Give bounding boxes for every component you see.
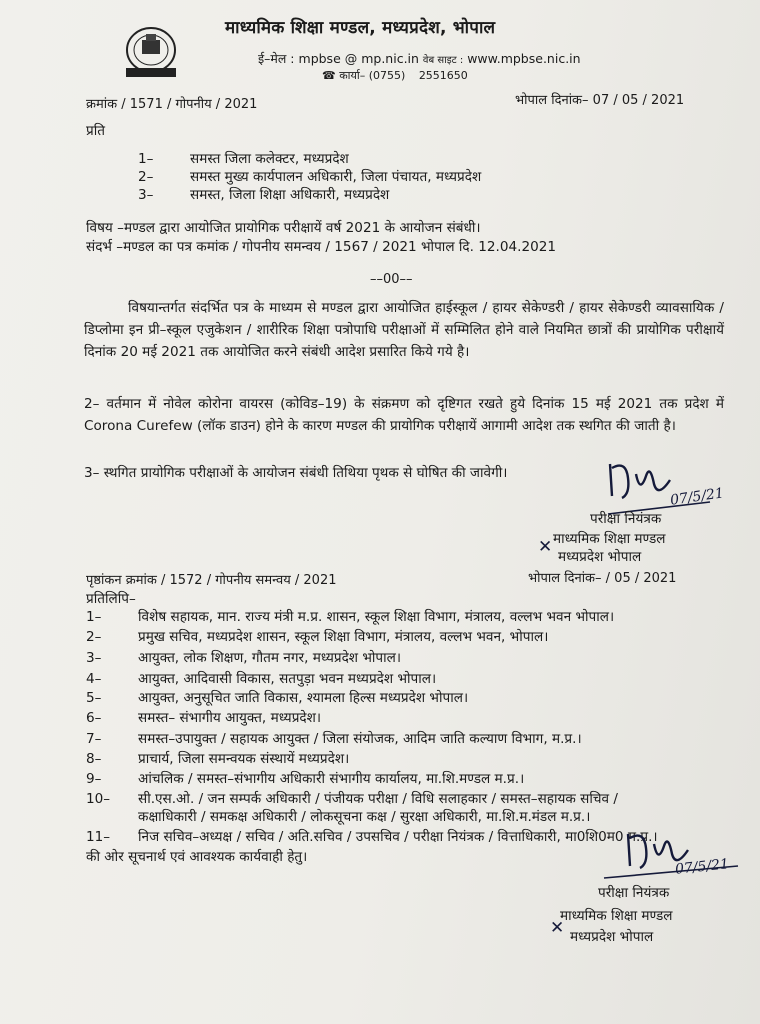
- organization-name: माध्यमिक शिक्षा मण्डल, मध्यप्रदेश, भोपाल: [225, 18, 496, 38]
- phone-number: 2551650: [418, 69, 468, 82]
- cross-mark-icon: ✕: [538, 537, 553, 557]
- list-item-text: आयुक्त, अनुसूचित जाति विकास, श्यामला हिल्स मध्यप्रदेश भोपाल।: [138, 690, 469, 706]
- list-item-text: प्रमुख सचिव, मध्यप्रदेश शासन, स्कूल शिक्षा विभाग, मंत्रालय, वल्लभ भवन, भोपाल।: [138, 629, 549, 645]
- endorsement-reference: पृष्ठांकन क्रमांक / 1572 / गोपनीय समन्वय / 2021: [86, 573, 337, 588]
- list-item: [86, 668, 436, 687]
- list-item: [86, 806, 590, 825]
- phone-label: कार्या– (0755): [339, 69, 406, 82]
- list-item-number: 3–: [86, 650, 102, 666]
- list-item: [86, 768, 524, 787]
- email-label: ई–मेल :: [258, 51, 295, 66]
- board-seal-icon: [118, 24, 184, 80]
- email: mpbse @ mp.nic.in: [298, 51, 419, 66]
- signatory-org: माध्यमिक शिक्षा मण्डल: [553, 531, 666, 547]
- list-item-number: 1–: [86, 609, 102, 625]
- list-item-number: 10–: [86, 791, 111, 807]
- recipient-item: 1– समस्त जिला कलेक्टर, मध्यप्रदेश: [138, 151, 349, 167]
- list-item-number: 8–: [86, 751, 102, 767]
- reference-number: क्रमांक / 1571 / गोपनीय / 2021: [86, 97, 258, 112]
- list-item-text: की ओर सूचनार्थ एवं आवश्यक कार्यवाही हेतु।: [86, 849, 308, 865]
- list-item: [86, 647, 401, 666]
- paragraph-3: 3– स्थगित प्रायोगिक परीक्षाओं के आयोजन संबंधी तिथिया पृथक से घोषित की जावेगी।: [84, 465, 508, 481]
- recipient-item: 3– समस्त, जिला शिक्षा अधिकारी, मध्यप्रदेश: [138, 187, 390, 203]
- list-item-text: आयुक्त, आदिवासी विकास, सतपुड़ा भवन मध्यप्रदेश भोपाल।: [138, 671, 437, 687]
- website-label: वेब साइट :: [422, 55, 464, 66]
- copy-label: प्रतिलिपि–: [86, 591, 136, 607]
- list-item: [86, 788, 618, 807]
- list-item-text: निज सचिव–अध्यक्ष / सचिव / अति.सचिव / उपसचिव / परीक्षा नियंत्रक / वित्ताधिकारी, मा0शि0म0 म.प्र.।: [138, 829, 658, 845]
- signatory-place: मध्यप्रदेश भोपाल: [570, 929, 654, 945]
- list-item-text: समस्त– संभागीय आयुक्त, मध्यप्रदेश।: [138, 710, 322, 726]
- list-item-text: आंचलिक / समस्त–संभागीय अधिकारी संभागीय कार्यालय, मा.शि.मण्डल म.प्र.।: [138, 771, 525, 787]
- phone-icon: ☎: [322, 69, 336, 82]
- list-item: [86, 826, 658, 845]
- list-item: [86, 606, 614, 625]
- signatory-org: माध्यमिक शिक्षा मण्डल: [560, 908, 673, 924]
- signatory-title: परीक्षा नियंत्रक: [598, 885, 670, 901]
- list-item-text: समस्त–उपायुक्त / सहायक आयुक्त / जिला संयोजक, आदिम जाति कल्याण विभाग, म.प्र.।: [138, 731, 582, 747]
- phone-line: [322, 68, 468, 83]
- list-item: [86, 728, 582, 747]
- to-label: प्रति: [86, 123, 106, 139]
- reference-line: संदर्भ –मण्डल का पत्र कमांक / गोपनीय समन्वय / 1567 / 2021 भोपाल दि. 12.04.2021: [86, 239, 557, 255]
- list-item-number: 7–: [86, 731, 102, 747]
- recipient-item: 2– समस्त मुख्य कार्यपालन अधिकारी, जिला पंचायत, मध्यप्रदेश: [138, 169, 482, 185]
- contact-line: [258, 50, 581, 67]
- letter-date: भोपाल दिनांक– 07 / 05 / 2021: [515, 93, 685, 108]
- paragraph-2: 2– वर्तमान में नोवेल कोरोना वायरस (कोविड–19) के संक्रमण को दृष्टिगत रखते हुये दिनांक 15 मई 2021 तक प्रदेश में Corona Curefew (लॉक डाउन) होने के कारण मण्डल की प्रायोगिक परीक्षायें आगामी आदेश तक स्थगित की जाती है।: [84, 396, 724, 434]
- list-item: [86, 846, 307, 865]
- list-item-number: 9–: [86, 771, 102, 787]
- list-item-number: 2–: [86, 629, 102, 645]
- endorsement-date: भोपाल दिनांक– / 05 / 2021: [528, 571, 677, 586]
- cross-mark-icon: ✕: [550, 918, 565, 938]
- signature-date: 07/5/21: [669, 485, 725, 509]
- list-item-text: कक्षाधिकारी / समकक्ष अधिकारी / लोकसूचना कक्ष / सुरक्षा अधिकारी, मा.शि.म.मंडल म.प्र.।: [138, 809, 591, 825]
- list-item: [86, 687, 468, 706]
- list-item: [86, 707, 321, 726]
- paragraph-1: विषयान्तर्गत संदर्भित पत्र के माध्यम से मण्डल द्वारा आयोजित हाईस्कूल / हायर सेकेण्डरी / हायर सेकेण्डरी व्यावसायिक / डिप्लोमा इन प्री–स्कूल एजुकेशन / शारीरिक शिक्षा पत्रोपाधि परीक्षाओं में सम्मिलित होने वाले नियमित छात्रों की प्रायोगिक परीक्षायें दिनांक 20 मई 2021 तक आयोजित करने संबंधी आदेश प्रसारित किये गये है।: [84, 300, 724, 360]
- signatory-place: मध्यप्रदेश भोपाल: [558, 549, 642, 565]
- list-item-number: 11–: [86, 829, 111, 845]
- list-item-text: विशेष सहायक, मान. राज्य मंत्री म.प्र. शासन, स्कूल शिक्षा विभाग, मंत्रालय, वल्लभ भवन भोपाल।: [138, 609, 615, 625]
- list-item-number: 5–: [86, 690, 102, 706]
- list-item-number: 6–: [86, 710, 102, 726]
- website: www.mpbse.nic.in: [467, 51, 581, 66]
- list-item-text: प्राचार्य, जिला समन्वयक संस्थायें मध्यप्रदेश।: [138, 751, 350, 767]
- signature-date: 07/5/21: [674, 856, 730, 878]
- signatory-title: परीक्षा नियंत्रक: [590, 511, 662, 527]
- list-item-text: आयुक्त, लोक शिक्षण, गौतम नगर, मध्यप्रदेश भोपाल।: [138, 650, 402, 666]
- list-item: [86, 626, 548, 645]
- list-item-text: सी.एस.ओ. / जन सम्पर्क अधिकारी / पंजीयक परीक्षा / विधि सलाहकार / समस्त–सहायक सचिव /: [138, 791, 618, 807]
- list-item: [86, 748, 349, 767]
- subject-line: विषय –मण्डल द्वारा आयोजित प्रायोगिक परीक्षायें वर्ष 2021 के आयोजन संबंधी।: [86, 220, 481, 236]
- list-item-number: 4–: [86, 671, 102, 687]
- separator: ––00––: [370, 272, 413, 287]
